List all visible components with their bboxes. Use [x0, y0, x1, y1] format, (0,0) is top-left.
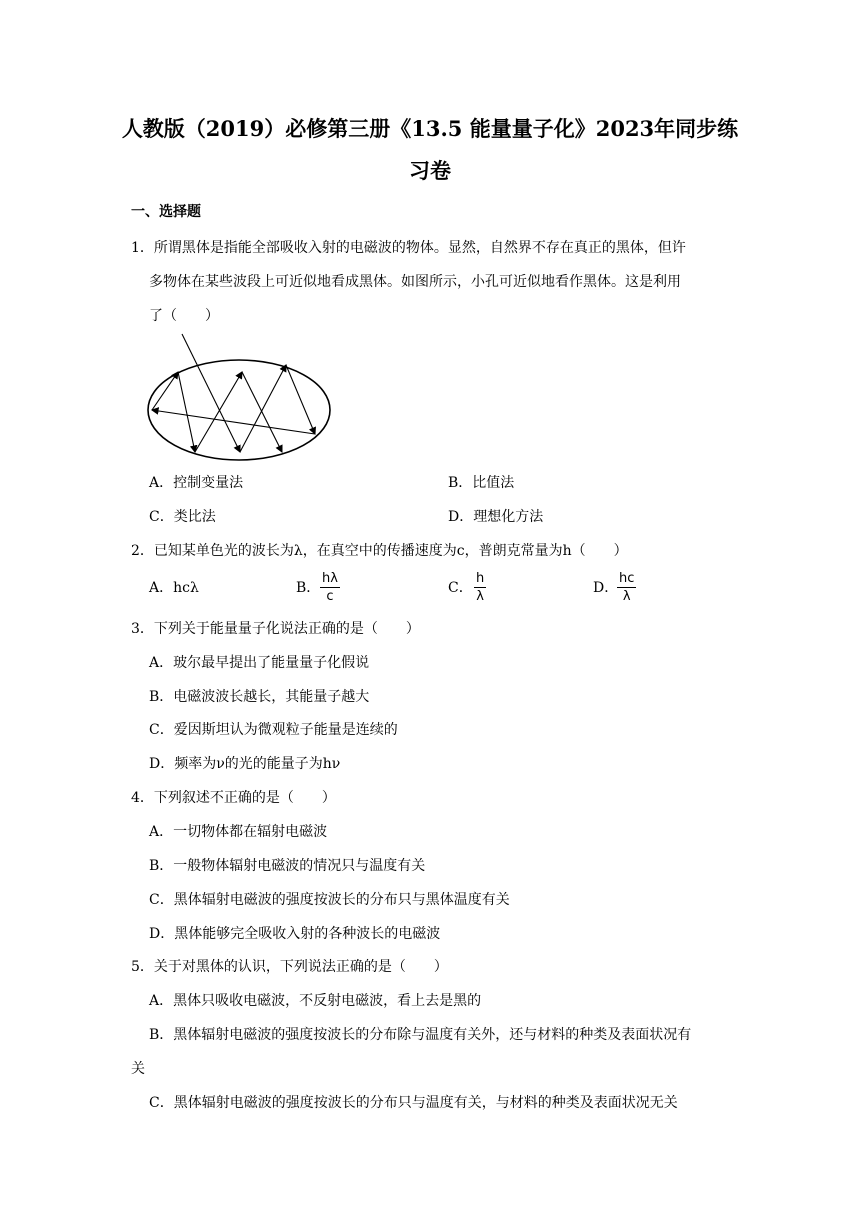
q3-option-a: A．玻尔最早提出了能量量子化假说 — [149, 655, 370, 671]
section-heading: 一、选择题 — [131, 204, 201, 220]
q1-stem-line-3: 了（ ） — [149, 308, 219, 324]
q3-option-d: D．频率为ν的光的能量子为hν — [149, 756, 341, 772]
q2-option-c-denominator: λ — [476, 589, 484, 604]
q2-option-d-fraction — [617, 571, 636, 604]
q5-stem: 5．关于对黑体的认识，下列说法正确的是（ ） — [131, 959, 448, 975]
q4-option-b: B．一般物体辐射电磁波的情况只与温度有关 — [149, 858, 426, 874]
q1-stem-line-2: 多物体在某些波段上可近似地看成黑体。如图所示，小孔可近似地看作黑体。这是利用 — [149, 274, 681, 290]
q1-stem-line-1: 1．所谓黑体是指能全部吸收入射的电磁波的物体。显然，自然界不存在真正的黑体，但许 — [131, 240, 686, 256]
page-title-line-1: 人教版（2019）必修第三册《13.5 能量量子化》2023年同步练 — [121, 116, 739, 141]
q1-option-c: C．类比法 — [149, 509, 216, 525]
q2-option-a: A．hcλ — [149, 580, 199, 596]
q2-stem: 2．已知某单色光的波长为λ，在真空中的传播速度为c，普朗克常量为h（ ） — [131, 543, 628, 559]
q2-option-b-denominator: c — [326, 589, 334, 604]
q5-option-b-line-2: 关 — [131, 1061, 145, 1077]
q2-option-d-denominator: λ — [622, 589, 631, 604]
q3-option-c: C．爱因斯坦认为微观粒子能量是连续的 — [149, 722, 398, 738]
q2-option-c-numerator: h — [476, 571, 485, 586]
q4-option-c: C．黑体辐射电磁波的强度按波长的分布只与黑体温度有关 — [149, 892, 510, 908]
q2-option-b-label: B． — [296, 580, 321, 596]
q1-option-d: D．理想化方法 — [448, 509, 544, 525]
page-title-line-2: 习卷 — [409, 158, 451, 183]
q3-stem: 3．下列关于能量量子化说法正确的是（ ） — [131, 621, 420, 637]
q1-option-a: A．控制变量法 — [149, 475, 244, 491]
q4-option-a: A．一切物体都在辐射电磁波 — [149, 824, 328, 840]
q4-option-d: D．黑体能够完全吸收入射的各种波长的电磁波 — [149, 926, 441, 942]
q5-option-b-line-1: B．黑体辐射电磁波的强度按波长的分布除与温度有关外，还与材料的种类及表面状况有 — [149, 1027, 692, 1043]
q2-option-b-fraction — [320, 571, 340, 604]
q2-option-b-numerator: hλ — [322, 571, 338, 586]
q4-stem: 4．下列叙述不正确的是（ ） — [131, 790, 336, 806]
q2-option-c-label: C． — [448, 580, 473, 596]
q5-option-a: A．黑体只吸收电磁波，不反射电磁波，看上去是黑的 — [149, 993, 482, 1009]
q2-option-d-numerator: hc — [619, 571, 635, 586]
q1-option-b: B．比值法 — [448, 475, 515, 491]
q5-option-c: C．黑体辐射电磁波的强度按波长的分布只与温度有关，与材料的种类及表面状况无关 — [149, 1095, 678, 1111]
blackbody-cavity-diagram — [140, 330, 340, 466]
q2-option-d-label: D． — [593, 580, 619, 596]
q2-option-c-fraction — [474, 571, 486, 604]
q3-option-b: B．电磁波波长越长，其能量子越大 — [149, 689, 370, 705]
